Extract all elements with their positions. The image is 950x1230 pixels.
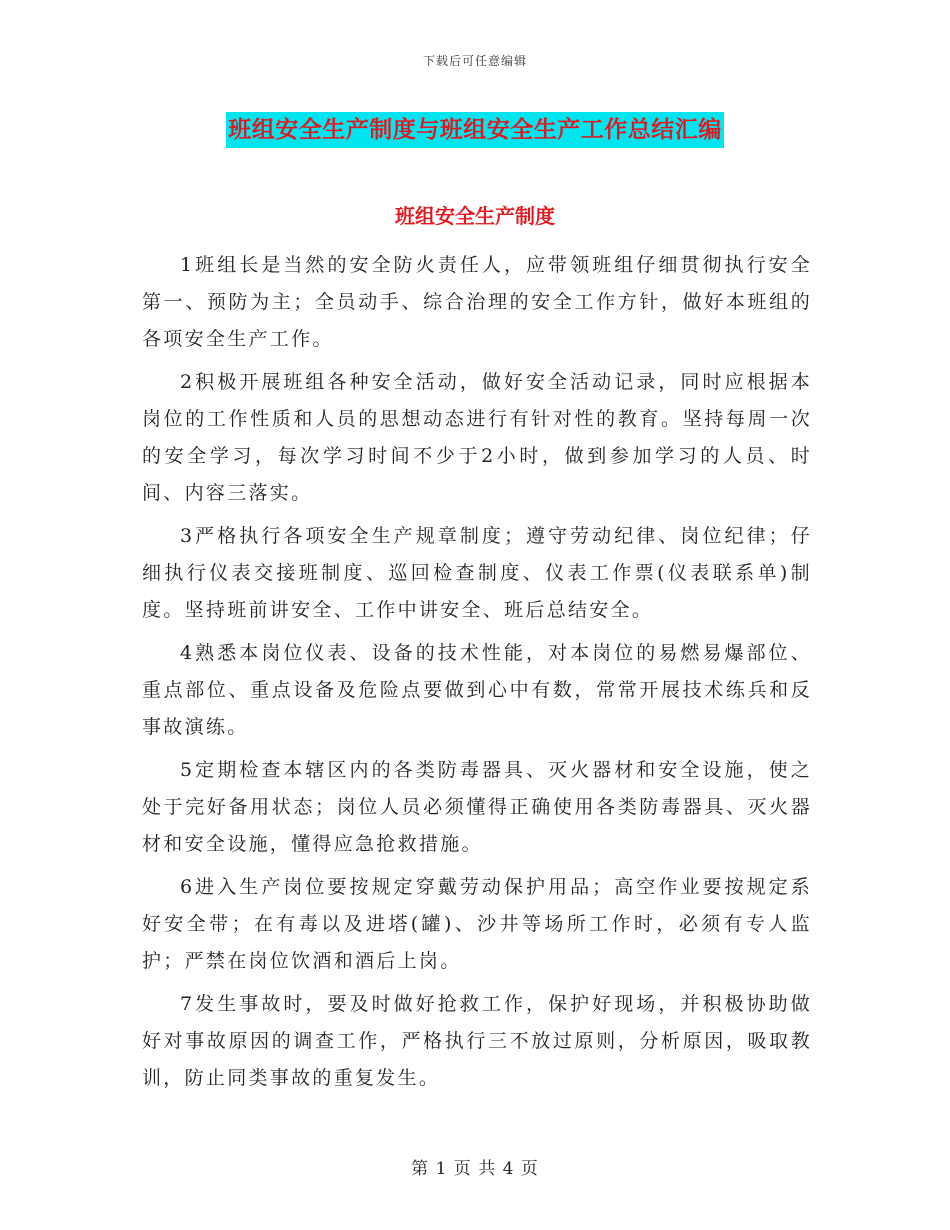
section-title: 班组安全生产制度 (395, 204, 555, 228)
paragraph-5: 5定期检查本辖区内的各类防毒器具、灭火器材和安全设施，使之处于完好备用状态；岗位人员必须懂得正确使用各类防毒器具、灭火器材和安全设施，懂得应急抢救措施。 (142, 759, 812, 855)
document-title-container (0, 112, 950, 148)
document-body (142, 247, 812, 1103)
page-header-note: 下载后可任意编辑 (422, 54, 527, 68)
paragraph-7: 7发生事故时，要及时做好抢救工作，保护好现场，并积极协助做好对事故原因的调查工作，严格执行三不放过原则，分析原因，吸取教训，防止同类事故的重复发生。 (142, 993, 812, 1089)
paragraph-4: 4熟悉本岗位仪表、设备的技术性能，对本岗位的易燃易爆部位、重点部位、重点设备及危险点要做到心中有数，常常开展技术练兵和反事故演练。 (142, 642, 812, 738)
paragraph-3: 3严格执行各项安全生产规章制度；遵守劳动纪律、岗位纪律；仔细执行仪表交接班制度、巡回检查制度、仪表工作票(仪表联系单)制度。坚持班前讲安全、工作中讲安全、班后总结安全。 (142, 525, 812, 621)
page-number-footer: 第 1 页 共 4 页 (411, 1159, 539, 1179)
paragraph-1: 1班组长是当然的安全防火责任人，应带领班组仔细贯彻执行安全第一、预防为主；全员动手、综合治理的安全工作方针，做好本班组的各项安全生产工作。 (142, 254, 812, 350)
document-title: 班组安全生产制度与班组安全生产工作总结汇编 (226, 112, 724, 148)
paragraph-6: 6进入生产岗位要按规定穿戴劳动保护用品；高空作业要按规定系好安全带；在有毒以及进塔(罐)、沙井等场所工作时，必须有专人监护；严禁在岗位饮酒和酒后上岗。 (142, 876, 812, 972)
paragraph-2: 2积极开展班组各种安全活动，做好安全活动记录，同时应根据本岗位的工作性质和人员的思想动态进行有针对性的教育。坚持每周一次的安全学习，每次学习时间不少于2小时，做到参加学习的人员、时间、内容三落实。 (142, 371, 812, 504)
